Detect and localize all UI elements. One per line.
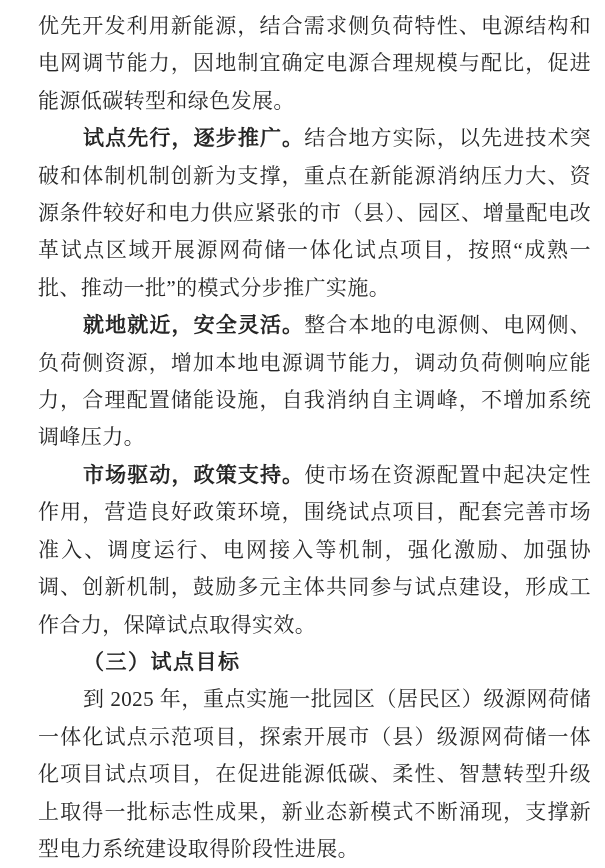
paragraph-pilot-first	[38, 120, 591, 307]
section-heading-pilot-goals	[38, 644, 591, 681]
paragraph-lead: 市场驱动，政策支持。	[83, 462, 305, 487]
heading-text: （三）试点目标	[83, 649, 241, 674]
paragraph-local-flexible	[38, 307, 591, 457]
paragraph-lead: 就地就近，安全灵活。	[83, 313, 305, 338]
paragraph-text: 整合本地的电源侧、电网侧、负荷侧资源，增加本地电源调节能力，调动负荷侧响应能力，合理配置储能设施，自我消纳自主调峰，不增加系统调峰压力。	[38, 313, 592, 450]
paragraph-text: 优先开发利用新能源，结合需求侧负荷特性、电源结构和电网调节能力，因地制宜确定电源合理规模与配比，促进能源低碳转型和绿色发展。	[38, 14, 591, 113]
paragraph-market-driven	[38, 457, 591, 644]
paragraph-2025-goals	[38, 681, 591, 868]
paragraph-text: 使市场在资源配置中起决定性作用，营造良好政策环境，围绕试点项目，配套完善市场准入、调度运行、电网接入等机制，强化激励、加强协调、创新机制，鼓励多元主体共同参与试点建设，形成工作合力，保障试点取得实效。	[38, 462, 592, 637]
paragraph-text: 结合地方实际，以先进技术突破和体制机制创新为支撑，重点在新能源消纳压力大、资源条件较好和电力供应紧张的市（县）、园区、增量配电改革试点区域开展源网荷储一体化试点项目，按照“成熟一批、推动一批”的模式分步推广实施。	[38, 126, 592, 300]
paragraph-energy-priority	[38, 8, 591, 120]
paragraph-text: 到 2025 年，重点实施一批园区（居民区）级源网荷储一体化试点示范项目，探索开展市（县）级源网荷储一体化项目试点项目，在促进能源低碳、柔性、智慧转型升级上取得一批标志性成果，新业态新模式不断涌现，支撑新型电力系统建设取得阶段性进展。	[38, 687, 591, 861]
paragraph-lead: 试点先行，逐步推广。	[83, 126, 305, 151]
